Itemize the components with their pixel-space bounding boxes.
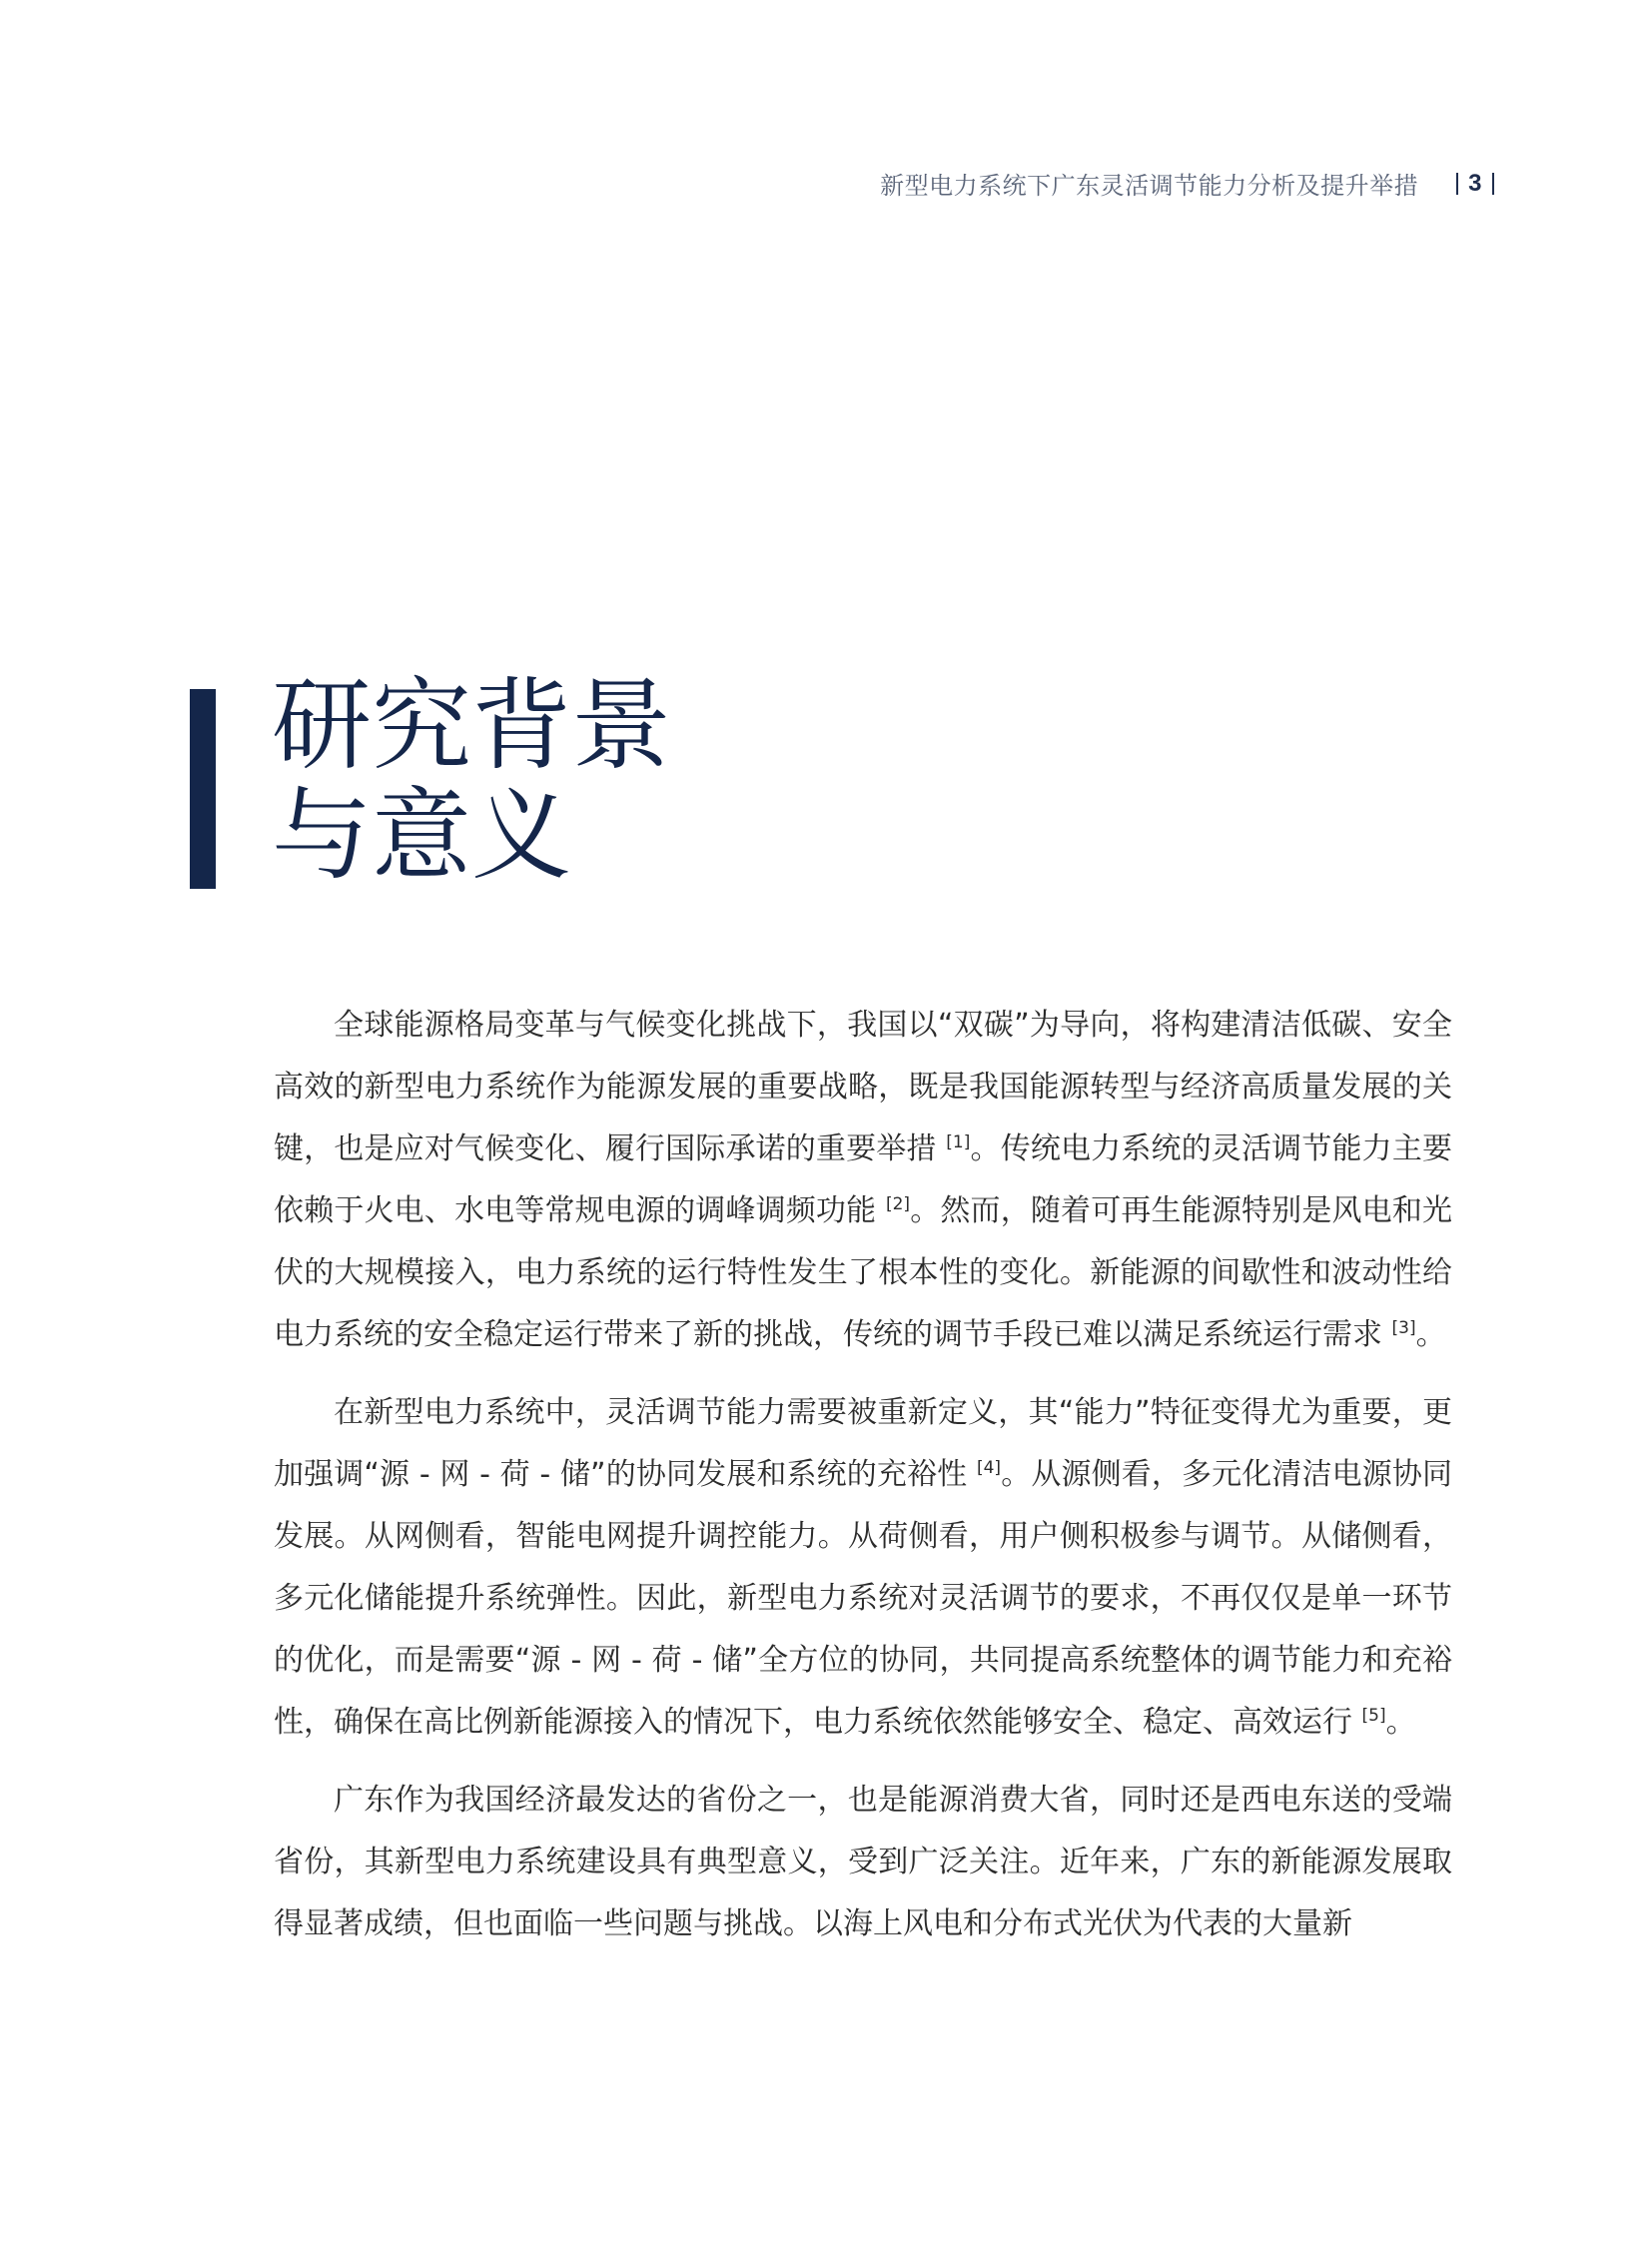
- paragraph-text: 。传统电力系统的灵活调节能力主要依赖于火电、水电等常规电源的调峰调频功能: [274, 1131, 1452, 1228]
- running-title: 新型电力系统下广东灵活调节能力分析及提升举措: [880, 172, 1419, 200]
- header-divider-right: [1492, 173, 1494, 195]
- header-divider-left: [1456, 173, 1458, 195]
- paragraph-1: [274, 995, 1452, 1366]
- section-title: [272, 667, 671, 894]
- paragraph-text: 。从源侧看，多元化清洁电源协同发展。从网侧看，智能电网提升调控能力。从荷侧看，用户侧积极参与调节。从储侧看，多元化储能提升系统弹性。因此，新型电力系统对灵活调节的要求，不再仅仅是单一环节的优化，而是需要“源 - 网 - 荷 - 储”全方位的协同，共同提高系统整体的调节能力和充裕性，确保在高比例新能源接入的情况下，电力系统依然能够安全、稳定、高效运行: [274, 1457, 1453, 1740]
- section-title-line2: 与意义: [272, 777, 571, 894]
- running-header: [880, 166, 1504, 201]
- paragraph-2: [274, 1382, 1452, 1754]
- citation-ref: [3]: [1391, 1318, 1416, 1338]
- paragraph-text: 在新型电力系统中，灵活调节能力需要被重新定义，其“能力”特征变得尤为重要，更加强调“源 - 网 - 荷 - 储”的协同发展和系统的充裕性: [274, 1395, 1452, 1492]
- paragraph-text: 。然而，随着可再生能源特别是风电和光伏的大规模接入，电力系统的运行特性发生了根本性的变化。新能源的间歇性和波动性给电力系统的安全稳定运行带来了新的挑战，传统的调节手段已难以满足系统运行需求: [274, 1193, 1452, 1352]
- page-number: 3: [1468, 169, 1482, 197]
- paragraph-text: 广东作为我国经济最发达的省份之一，也是能源消费大省，同时还是西电东送的受端省份，其新型电力系统建设具有典型意义，受到广泛关注。近年来，广东的新能源发展取得显著成绩，但也面临一些问题与挑战。以海上风电和分布式光伏为代表的大量新: [274, 1783, 1452, 1941]
- citation-ref: [2]: [885, 1194, 911, 1214]
- paragraph-text: 。: [1415, 1317, 1446, 1352]
- section-title-line1: 研究背景: [272, 667, 671, 784]
- paragraph-text: 全球能源格局变革与气候变化挑战下，我国以“双碳”为导向，将构建清洁低碳、安全高效的新型电力系统作为能源发展的重要战略，既是我国能源转型与经济高质量发展的关键，也是应对气候变化、履行国际承诺的重要举措: [274, 1008, 1452, 1166]
- citation-ref: [4]: [976, 1458, 1002, 1478]
- section-marker-bar: [190, 689, 216, 889]
- citation-ref: [1]: [946, 1132, 971, 1152]
- body-text: [274, 995, 1452, 1971]
- paragraph-text: 。: [1385, 1705, 1416, 1740]
- paragraph-3: [274, 1770, 1452, 1955]
- citation-ref: [5]: [1361, 1706, 1386, 1726]
